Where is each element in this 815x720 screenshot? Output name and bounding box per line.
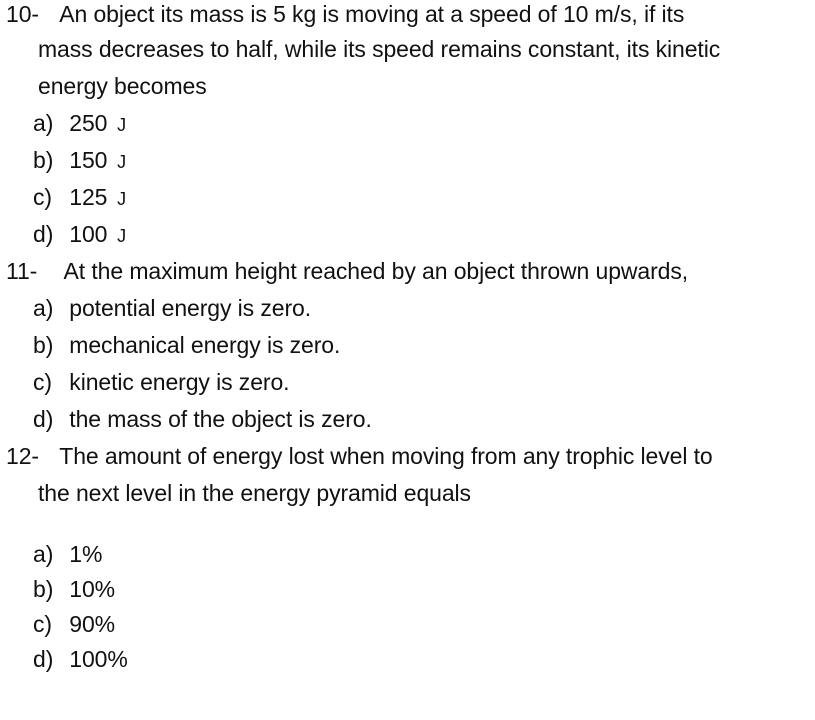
- question-12-number: 12-: [6, 443, 39, 469]
- option-letter: c): [33, 184, 52, 210]
- question-11-option-a: [33, 294, 311, 322]
- option-value: 125: [69, 184, 108, 210]
- question-12-option-b: [33, 575, 115, 603]
- option-unit: J: [113, 152, 127, 172]
- question-10-option-b: [33, 146, 126, 176]
- question-12-line-1: [6, 442, 713, 470]
- option-value: 100%: [69, 646, 128, 672]
- question-11-number: 11-: [6, 258, 38, 284]
- question-11-line-1: [6, 257, 688, 285]
- question-10-option-c: [33, 183, 126, 213]
- option-value: 100: [69, 221, 108, 247]
- option-value: 10%: [69, 576, 116, 602]
- question-12-stem-2: the next level in the energy pyramid equals: [38, 480, 471, 506]
- question-10-option-a: [33, 109, 126, 139]
- option-value: 250: [69, 110, 108, 136]
- option-letter: d): [33, 221, 54, 247]
- question-10-stem-3: energy becomes: [38, 73, 207, 99]
- option-value: 90%: [69, 611, 116, 637]
- option-value: 150: [69, 147, 108, 173]
- option-letter: c): [33, 611, 52, 637]
- option-value: potential energy is zero.: [69, 295, 311, 321]
- question-12-option-a: [33, 540, 102, 568]
- question-10-number: 10-: [6, 1, 39, 27]
- question-12-option-c: [33, 610, 115, 638]
- option-unit: J: [113, 226, 127, 246]
- option-letter: d): [33, 406, 54, 432]
- question-10-option-d: [33, 220, 126, 250]
- option-unit: J: [113, 115, 127, 135]
- option-letter: a): [33, 110, 54, 136]
- option-letter: c): [33, 369, 52, 395]
- option-letter: b): [33, 576, 54, 602]
- question-10-stem-1: An object its mass is 5 kg is moving at a speed of 10 m/s, if its: [59, 1, 685, 27]
- question-12-stem-1: The amount of energy lost when moving from any trophic level to: [59, 443, 713, 469]
- option-letter: b): [33, 147, 54, 173]
- option-letter: a): [33, 541, 54, 567]
- option-letter: b): [33, 332, 54, 358]
- question-12-option-d: [33, 645, 128, 673]
- option-letter: d): [33, 646, 54, 672]
- question-11-option-d: [33, 405, 372, 433]
- option-letter: a): [33, 295, 54, 321]
- option-value: mechanical energy is zero.: [69, 332, 341, 358]
- option-value: 1%: [69, 541, 103, 567]
- question-10-line-1: [6, 0, 684, 28]
- question-10-stem-2: mass decreases to half, while its speed remains constant, its kinetic: [38, 36, 721, 62]
- option-value: kinetic energy is zero.: [69, 369, 290, 395]
- option-unit: J: [113, 189, 127, 209]
- question-11-option-b: [33, 331, 340, 359]
- question-11-stem-1: At the maximum height reached by an object thrown upwards,: [63, 258, 689, 284]
- question-11-option-c: [33, 368, 289, 396]
- option-value: the mass of the object is zero.: [69, 406, 372, 432]
